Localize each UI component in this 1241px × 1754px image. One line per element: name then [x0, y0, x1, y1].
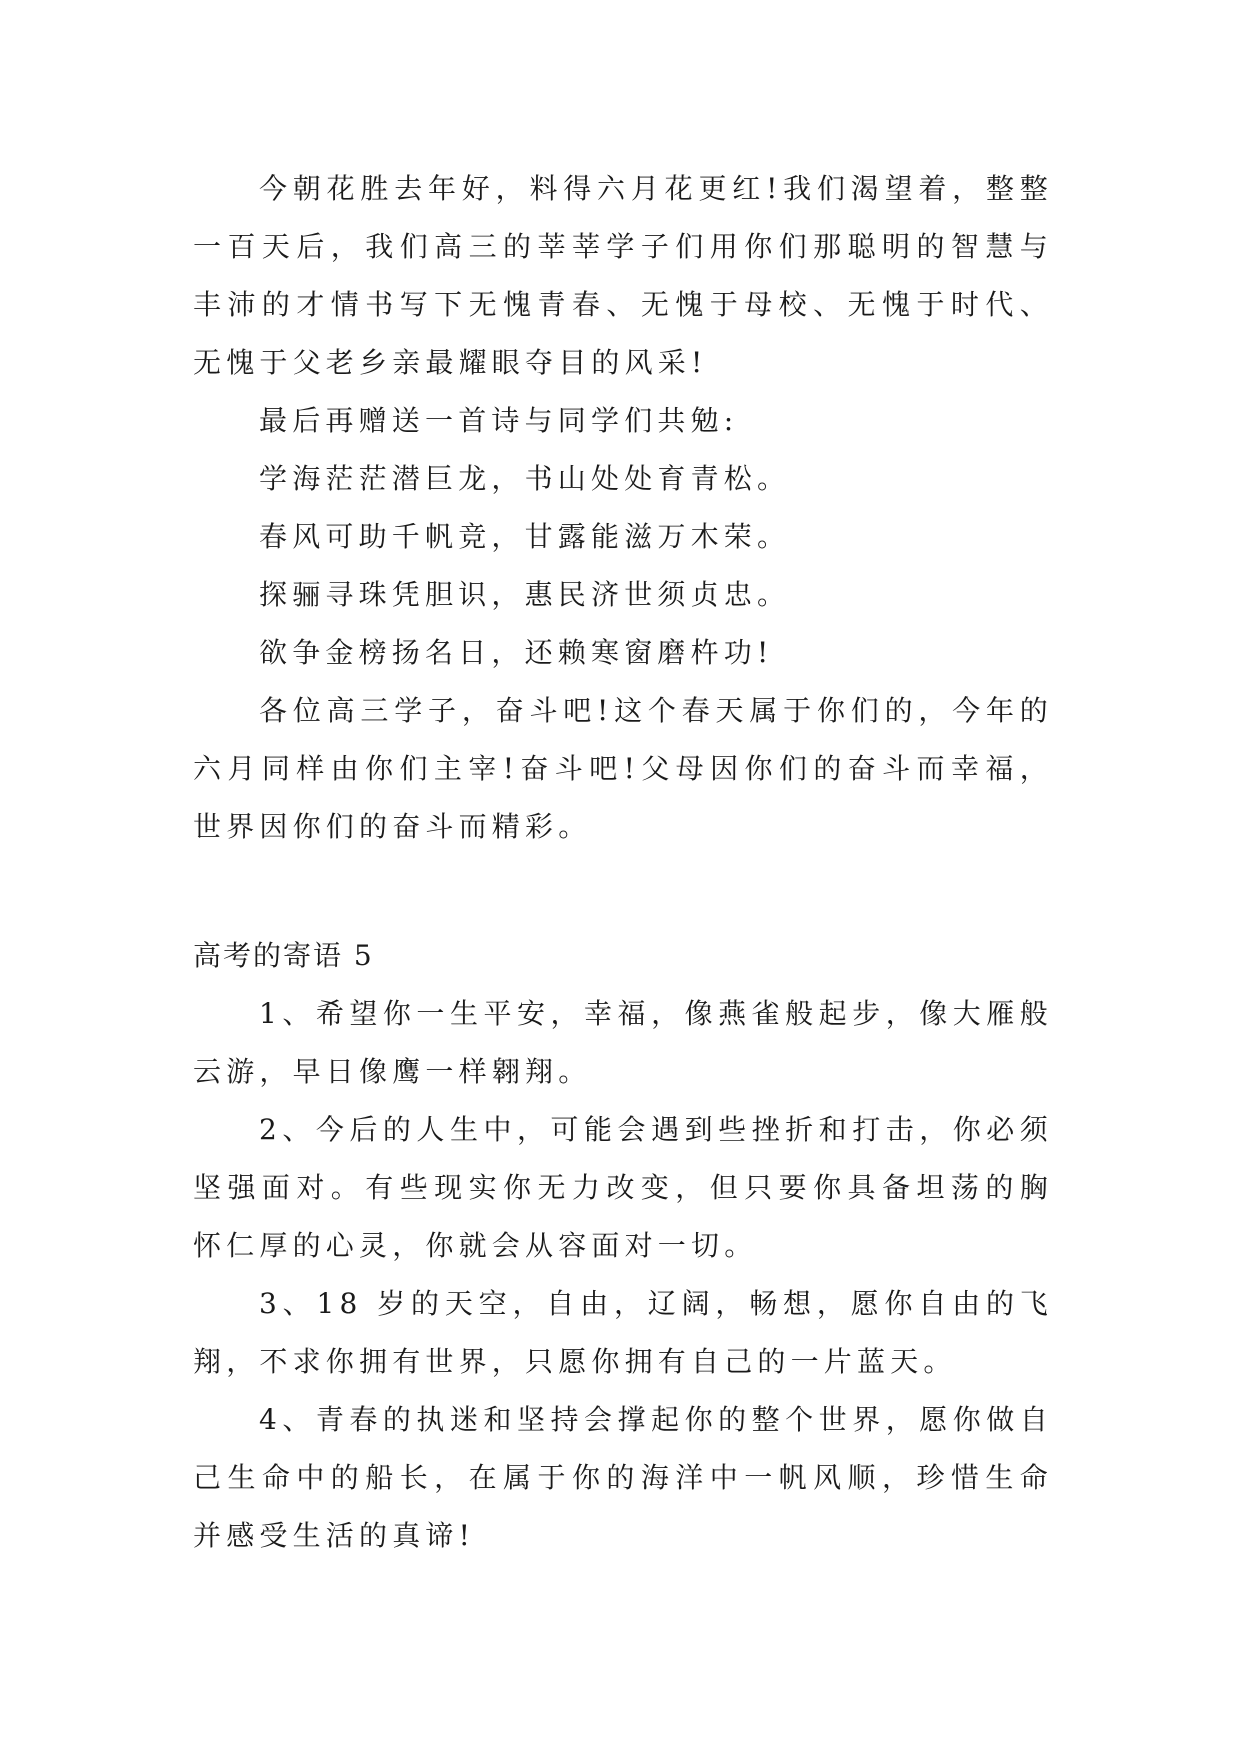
- wish-item: 3、18 岁的天空，自由，辽阔，畅想，愿你自由的飞翔，不求你拥有世界，只愿你拥有自己的一片蓝天。: [193, 1287, 1053, 1378]
- closing-paragraph: 各位高三学子，奋斗吧!这个春天属于你们的，今年的六月同样由你们主宰!奋斗吧!父母因你们的奋斗而幸福，世界因你们的奋斗而精彩。: [193, 694, 1053, 843]
- poem-intro: 最后再赠送一首诗与同学们共勉:: [259, 404, 739, 437]
- wish-list: [193, 985, 1053, 1565]
- poem-line: 学海茫茫潜巨龙，书山处处育青松。: [259, 462, 791, 495]
- intro-paragraph: 今朝花胜去年好，料得六月花更红!我们渴望着，整整一百天后，我们高三的莘莘学子们用你们那聪明的智慧与丰沛的才情书写下无愧青春、无愧于母校、无愧于时代、无愧于父老乡亲最耀眼夺目的风采!: [193, 172, 1053, 379]
- section-title: 高考的寄语 5: [193, 939, 374, 972]
- poem-line: 春风可助千帆竞，甘露能滋万木荣。: [259, 520, 791, 553]
- wish-item: 4、青春的执迷和坚持会撑起你的整个世界，愿你做自己生命中的船长，在属于你的海洋中一帆风顺，珍惜生命并感受生活的真谛!: [193, 1403, 1053, 1552]
- document-body: [193, 160, 1053, 1565]
- wish-item: 2、今后的人生中，可能会遇到些挫折和打击，你必须坚强面对。有些现实你无力改变，但只要你具备坦荡的胸怀仁厚的心灵，你就会从容面对一切。: [193, 1113, 1053, 1262]
- poem-line: 欲争金榜扬名日，还赖寒窗磨杵功!: [259, 636, 774, 669]
- poem-line: 探骊寻珠凭胆识，惠民济世须贞忠。: [259, 578, 791, 611]
- poem: [193, 450, 1053, 682]
- wish-item: 1、希望你一生平安，幸福，像燕雀般起步，像大雁般云游，早日像鹰一样翱翔。: [193, 997, 1053, 1088]
